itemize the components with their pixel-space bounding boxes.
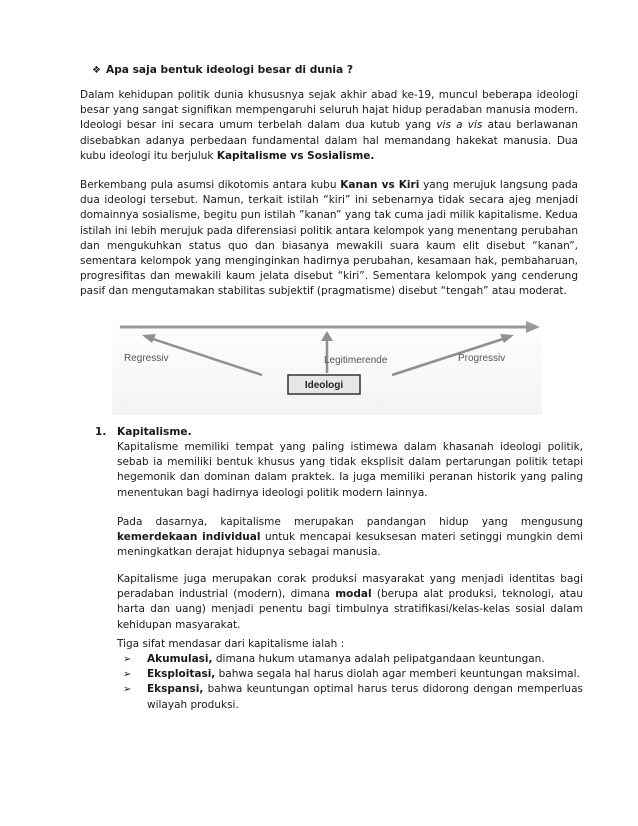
arrow-bullet-icon: ➢	[123, 654, 132, 665]
cap-p3-bold: modal	[335, 588, 372, 601]
ideology-box-label: Ideologi	[304, 380, 344, 391]
ideology-diagram	[112, 315, 542, 415]
intro-bold-term: Kapitalisme vs Sosialisme.	[216, 149, 375, 162]
list-item	[117, 652, 583, 667]
cap-p2-text-2: untuk mencapai kesuksesan materi setinggi mungkin demi meningkatkan derajat hidupnya sebagai manusia.	[117, 531, 584, 559]
intro-text-2: atau berlawanan disebabkan adanya perbedaan fundamental dalam hal memandang hakekat manusia. Dua kubu ideologi itu berjuluk	[80, 119, 578, 162]
intro-italic-term: vis a vis	[436, 119, 483, 132]
traits-list	[117, 652, 583, 713]
traits-intro: Tiga sifat mendasar dari kapitalisme ialah :	[117, 638, 345, 650]
list-item	[117, 667, 583, 682]
arrow-bullet-icon: ➢	[123, 669, 132, 681]
left-label: Regressiv	[124, 353, 169, 364]
question-heading	[92, 64, 353, 76]
list-number: 1.	[95, 426, 107, 438]
dichotomy-bold-term: Kanan vs Kiri	[340, 179, 420, 191]
cap-p2-bold: kemerdekaan individual	[117, 531, 261, 544]
capitalism-paragraph-3	[117, 572, 583, 633]
capitalism-paragraph-2	[117, 515, 583, 561]
trait-name: Eksploitasi,	[147, 668, 216, 681]
capitalism-paragraph-1: Kapitalisme memiliki tempat yang paling istimewa dalam khasanah ideologi politik, sebab ia memiliki bentuk khusus yang tidak eksplisit dalam pertarungan politik tetapi hegemonik dan dominan dalam praktek. Ia juga memiliki peranan historik yang paling menentukan bagi hadirnya ideologi politik modern lainnya.	[117, 441, 583, 499]
intro-paragraph	[80, 88, 578, 164]
list-item	[117, 682, 583, 712]
middle-label: Legitimerende	[324, 355, 388, 366]
trait-name: Ekspansi,	[147, 683, 204, 696]
dichotomy-text-1: Berkembang pula asumsi dikotomis antara kubu	[80, 179, 341, 191]
arrow-bullet-icon: ➢	[123, 684, 132, 696]
diamond-bullet-icon: ❖	[92, 65, 101, 76]
cap-p3-text-2: (berupa alat produksi, teknologi, atau harta dan uang) menjadi penentu bagi timbulnya stratifikasi/kelas-kelas sosial dalam kehidupan masyarakat.	[117, 588, 583, 631]
trait-desc: bahwa segala hal harus diolah agar memberi keuntungan maksimal.	[215, 668, 580, 681]
right-label: Progressiv	[458, 353, 506, 364]
dichotomy-text-2: yang merujuk langsung pada dua ideologi tersebut. Namun, terkait istilah “kiri” ini sebenarnya tidak secara ajeg menjadi domainnya sosialisme, begitu pun istilah ”kanan” yang tak cuma jadi milik kapitalisme. Kedua istilah ini lebih merujuk pada diferensiasi politik antara kelompok yang menentang perubahan dan mengukuhkan status quo dan biasanya mewakili suara kaum elit disebut “kanan”, sementara kelompok yang menginginkan hadirnya perubahan, kesamaan hak, pembaharuan, progresifitas dan mewakili kaum jelata disebut “kiri”. Sementara kelompok yang cenderung pasif dan mengutamakan stabilitas subjektif (pragmatisme) disebut “tengah” atau moderat.	[80, 179, 578, 298]
dichotomy-paragraph	[80, 178, 578, 300]
trait-name: Akumulasi,	[147, 653, 213, 665]
question-text: Apa saja bentuk ideologi besar di dunia ?	[106, 64, 353, 76]
trait-desc: bahwa keuntungan optimal harus terus didorong dengan memperluas wilayah produksi.	[147, 683, 583, 711]
cap-p3-text-1: Kapitalisme juga merupakan corak produksi masyarakat yang menjadi identitas bagi peradaban industrial (modern), dimana	[117, 573, 583, 601]
intro-text-1: Dalam kehidupan politik dunia khususnya sejak akhir abad ke-19, muncul beberapa ideologi besar yang sangat signifikan mempengaruhi seluruh hajat hidup peradaban manusia modern. Ideologi besar ini secara umum terbelah dalam dua kutub yang	[80, 89, 578, 132]
trait-desc: dimana hukum utamanya adalah pelipatgandaan keuntungan.	[212, 653, 545, 665]
cap-p2-text-1: Pada dasarnya, kapitalisme merupakan pandangan hidup yang mengusung	[117, 516, 583, 528]
section-title: Kapitalisme.	[117, 426, 192, 438]
